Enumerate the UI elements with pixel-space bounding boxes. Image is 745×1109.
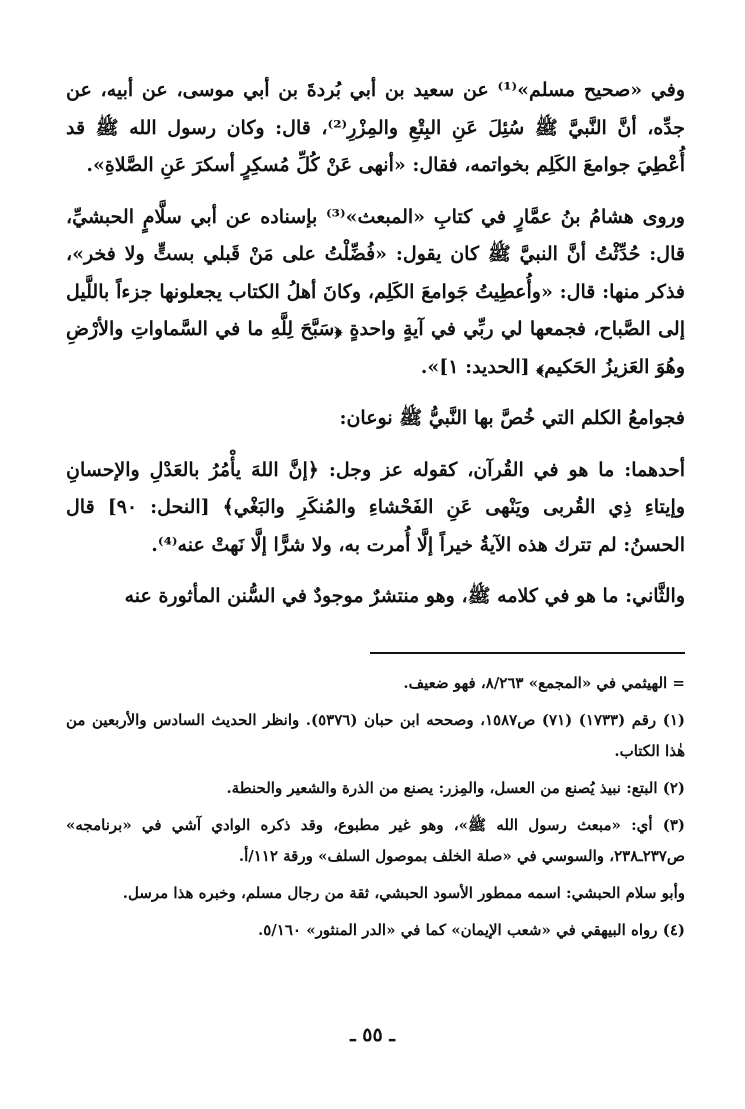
footnote: (٢) البتع: نبيذ يُصنع من العسل، والمِزر: يصنع من الذرة والشعير والحنطة. [226,778,685,797]
footnote: (١) رقم (١٧٣٣) (٧١) ص١٥٨٧، وصححه ابن حبان (٥٣٧٦). وانظر الحديث السادس والأربعين من هٰذا الكتاب. [66,710,685,760]
body-paragraph: وروى هشامُ بنُ عمَّارٍ في كتابِ «المبعث»⁽³⁾ بإسناده عن أبي سلَّامٍ الحبشيِّ، قال: حُدِّثْتُ أنَّ النبيَّ ﷺ كان يقول: «فُضِّلْتُ على مَنْ قَبلي بستٍّ ولا فخر»، فذكر منها: قال: «وأُعطِيتُ جَوامعَ الكَلِم، وكانَ أهلُ الكتاب يجعلونها جزءاً باللَّيل إلى الصَّباح، فجمعها لي ربِّي في آيةٍ واحدةٍ ﴿سَبَّحَ لِلَّهِ ما في السَّماواتِ والأرْضِ وهُوَ العَزيزُ الحَكيم﴾ [الحديد: ١]». [66,205,685,378]
footnote-separator [370,652,685,654]
main-text [66,72,685,616]
body-paragraph: وفي «صحيح مسلم»⁽¹⁾ عن سعيد بن أبي بُردةَ بن أبي موسى، عن أبيه، عن جدِّه، أنَّ النَّبيَّ ﷺ سُئِلَ عَنِ البِتْعِ والمِزْرِ⁽²⁾، قال: وكان رسول الله ﷺ قد أُعْطِيَ جوامعَ الكَلِم بخواتمه، فقال: «أنهى عَنْ كُلِّ مُسكِرٍ أسكرَ عَنِ الصَّلاةِ». [66,79,685,176]
footnote: (٣) أي: «مبعث رسول الله ﷺ»، وهو غير مطبوع، وقد ذكره الوادي آشي في «برنامجه» ص٢٣٧ـ٢٣٨، والسوسي في «صلة الخلف بموصول السلف» ورقة ١١٢/أ. [66,815,685,865]
body-paragraph: والثَّاني: ما هو في كلامه ﷺ، وهو منتشرٌ موجودٌ في السُّنن المأثورة عنه [124,585,685,607]
footnote: (٤) رواه البيهقي في «شعب الإيمان» كما في «الدر المنثور» ٥/١٦٠. [258,920,685,939]
footnote-continuation: = الهيثمي في «المجمع» ٨/٢٦٣، فهو ضعيف. [403,673,685,692]
body-paragraph: أحدهما: ما هو في القُرآن، كقوله عز وجل: ﴿إنَّ اللهَ يأْمُرُ بالعَدْلِ والإحسانِ وإيتاءِ ذِي القُربى ويَنْهى عَنِ الفَحْشاءِ والمُنكَرِ والبَغْي﴾ [النحل: ٩٠] قال الحسنُ: لم تترك هذه الآيةُ خيراً إلَّا أُمرت به، ولا شرًّا إلَّا نَهتْ عنه⁽⁴⁾. [66,458,685,556]
footnote: وأبو سلام الحبشي: اسمه ممطور الأسود الحبشي، ثقة من رجال مسلم، وخبره هذا مرسل. [122,883,685,902]
body-paragraph: فجوامعُ الكلم التي خُصَّ بها النَّبيُّ ﷺ نوعان: [339,407,685,429]
footnotes [66,668,685,946]
page-number: ـ ٥٥ ـ [350,1024,395,1046]
